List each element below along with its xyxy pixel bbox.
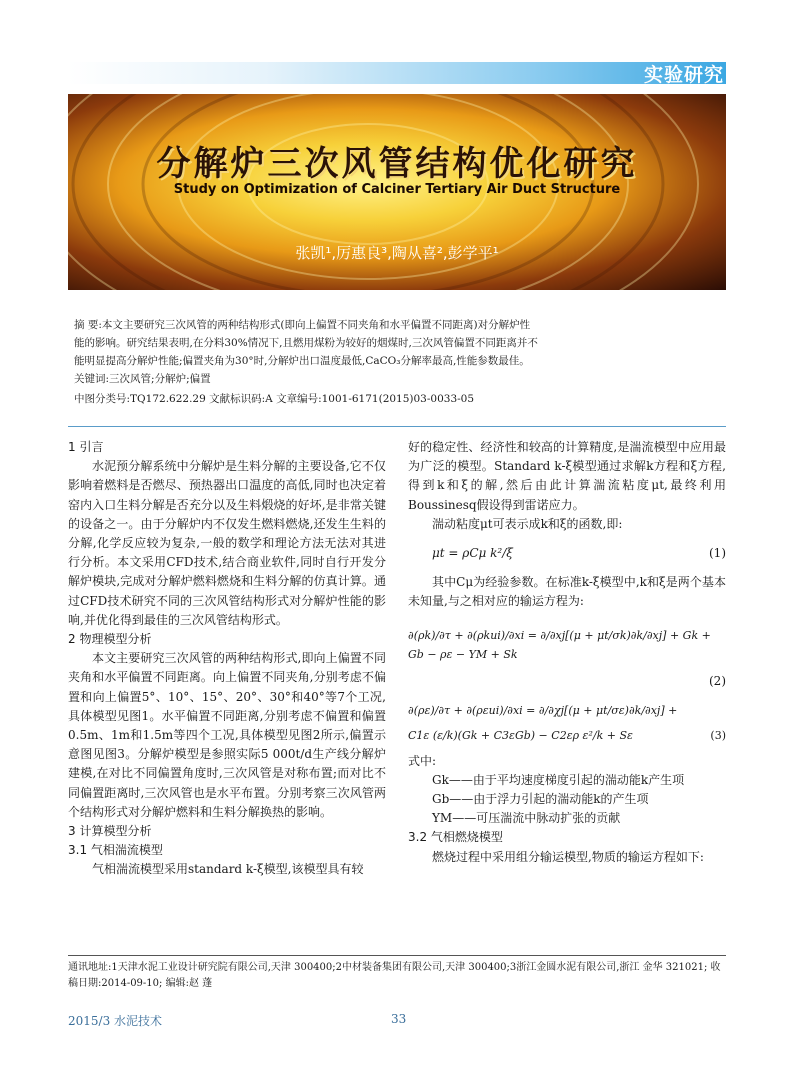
definitions-intro: 式中:: [408, 753, 437, 768]
body-paragraph: 燃烧过程中采用组分输运模型,物质的输运方程如下:: [432, 849, 704, 864]
abstract-line: 能的影响。研究结果表明,在分料30%情况下,且燃用煤粉为较好的烟煤时,三次风管偏置不同距离并不: [74, 337, 538, 349]
section-heading: 2 物理模型分析: [68, 632, 152, 647]
definition-item: Gb——由于浮力引起的湍动能k的产生项: [432, 792, 649, 807]
body-paragraph: 水泥预分解系统中分解炉是生料分解的主要设备,它不仅影响着燃料是否燃尽、预热器出口温度的高低,同时也决定着窑内入口生料分解是否充分以及生料煅烧的好坏,是非常关键的设备之一。由于分解炉内不仅发生燃料燃烧,还发生生料的分解,化学反应较为复杂,一般的数学和理论方法无法对其进行分析。本文采用CFD技术,结合商业软件,同时自行开发分解炉模块,完成对分解炉燃料燃烧和生料分解的仿真计算。通过CFD技术研究不同的三次风管结构形式对分解炉性能的影响,并优化得到最佳的三次风管结构形式。: [68, 459, 386, 627]
definitions-list: [408, 771, 726, 829]
section-heading: 1 引言: [68, 440, 104, 454]
definition-item: Gk——由于平均速度梯度引起的湍动能k产生项: [432, 772, 685, 787]
journal-issue: 2015/3 水泥技术: [68, 1014, 163, 1028]
equation-3-top: [408, 701, 726, 720]
abstract-block: [74, 316, 720, 408]
equation-number: (1): [709, 546, 726, 561]
divider: [68, 426, 726, 427]
paper-title-cn: 分解炉三次风管结构优化研究: [156, 144, 638, 184]
equation-body: μt = ρCμ k²/ξ: [432, 546, 513, 561]
body-paragraph: 好的稳定性、经济性和较高的计算精度,是湍流模型中应用最为广泛的模型。Standard k-ξ模型通过求解k方程和ξ方程,得到k和ξ的解,然后由此计算湍流粘度μt,最终利用Boussinesq假设得到雷诺应力。: [408, 440, 726, 512]
author-list: 张凯¹,厉惠良³,陶从喜²,彭学平¹: [295, 244, 499, 262]
definition-item: YM——可压湍流中脉动扩张的贡献: [432, 811, 621, 826]
abstract-line: 摘 要:本文主要研究三次风管的两种结构形式(即向上偏置不同夹角和水平偏置不同距离)对分解炉性: [74, 319, 531, 331]
title-banner: [68, 94, 726, 290]
equation-number: (3): [710, 729, 726, 743]
section-tag: 实验研究: [643, 64, 724, 86]
right-column: [408, 438, 726, 867]
header-strip: [68, 62, 726, 84]
equation-2: [408, 626, 726, 664]
equation-2-number-row: [408, 672, 726, 691]
equation-body: C1ε (ε/k)(Gk + C3εGb) − C2ερ ε²/k + Sε: [408, 729, 633, 743]
body-paragraph: 其中Cμ为经验参数。在标准k-ξ模型中,k和ξ是两个基本未知量,与之相对应的输运方程为:: [408, 575, 726, 609]
abstract-line: 能明显提高分解炉性能;偏置夹角为30°时,分解炉出口温度最低,CaCO₃分解率最高,性能参数最佳。: [74, 355, 530, 367]
equation-body: ∂(ρε)/∂τ + ∂(ρεui)/∂xi = ∂/∂χj[(μ + μt/σε)∂k/∂xj] +: [408, 704, 678, 718]
equation-1: [432, 544, 726, 563]
equation-3-bottom: [408, 726, 726, 745]
footnote: 通讯地址:1天津水泥工业设计研究院有限公司,天津 300400;2中材装备集团有限公司,天津 300400;3浙江金圆水泥有限公司,浙江 金华 321021; 收稿日期:2014-09-10; 编辑:赵 蓬: [68, 962, 721, 989]
body-paragraph: 湍动粘度μt可表示成k和ξ的函数,即:: [432, 516, 623, 531]
classification-line: 中图分类号:TQ172.622.29 文献标识码:A 文章编号:1001-6171(2015)03-0033-05: [74, 393, 475, 405]
subsection-heading: 3.2 气相燃烧模型: [408, 830, 503, 845]
footnote-divider: [68, 955, 726, 956]
subsection-heading: 3.1 气相湍流模型: [68, 843, 163, 858]
body-paragraph: 本文主要研究三次风管的两种结构形式,即向上偏置不同夹角和水平偏置不同距离。向上偏置不同夹角,分别考虑不偏置和向上偏置5°、10°、15°、20°、30°和40°等7个工况,具体模型见图1。水平偏置不同距离,分别考虑不偏置和偏置0.5m、1m和1.5m等四个工况,具体模型见图2所示,偏置示意图见图3。分解炉模型是参照实际5 000t/d生产线分解炉建模,在对比不同偏置角度时,三次风管是对称布置;而对比不同偏置距离时,三次风管也是水平布置。分别考察三次风管两个结构形式对分解炉燃料和生料分解换热的影响。: [68, 651, 386, 819]
left-column: [68, 438, 386, 880]
section-heading: 3 计算模型分析: [68, 824, 152, 839]
paper-title-en: Study on Optimization of Calciner Tertiary Air Duct Structure: [173, 182, 621, 197]
keywords: 关键词:三次风管;分解炉;偏置: [74, 373, 211, 385]
equation-number: (2): [709, 674, 726, 689]
equation-body: ∂(ρk)/∂τ + ∂(ρkui)/∂xi = ∂/∂xj[(μ + μt/σk)∂k/∂xj] + Gk + Gb − ρε − YM + Sk: [408, 628, 711, 661]
body-paragraph: 气相湍流模型采用standard k-ξ模型,该模型具有较: [92, 862, 364, 877]
page-number: 33: [391, 1012, 407, 1026]
